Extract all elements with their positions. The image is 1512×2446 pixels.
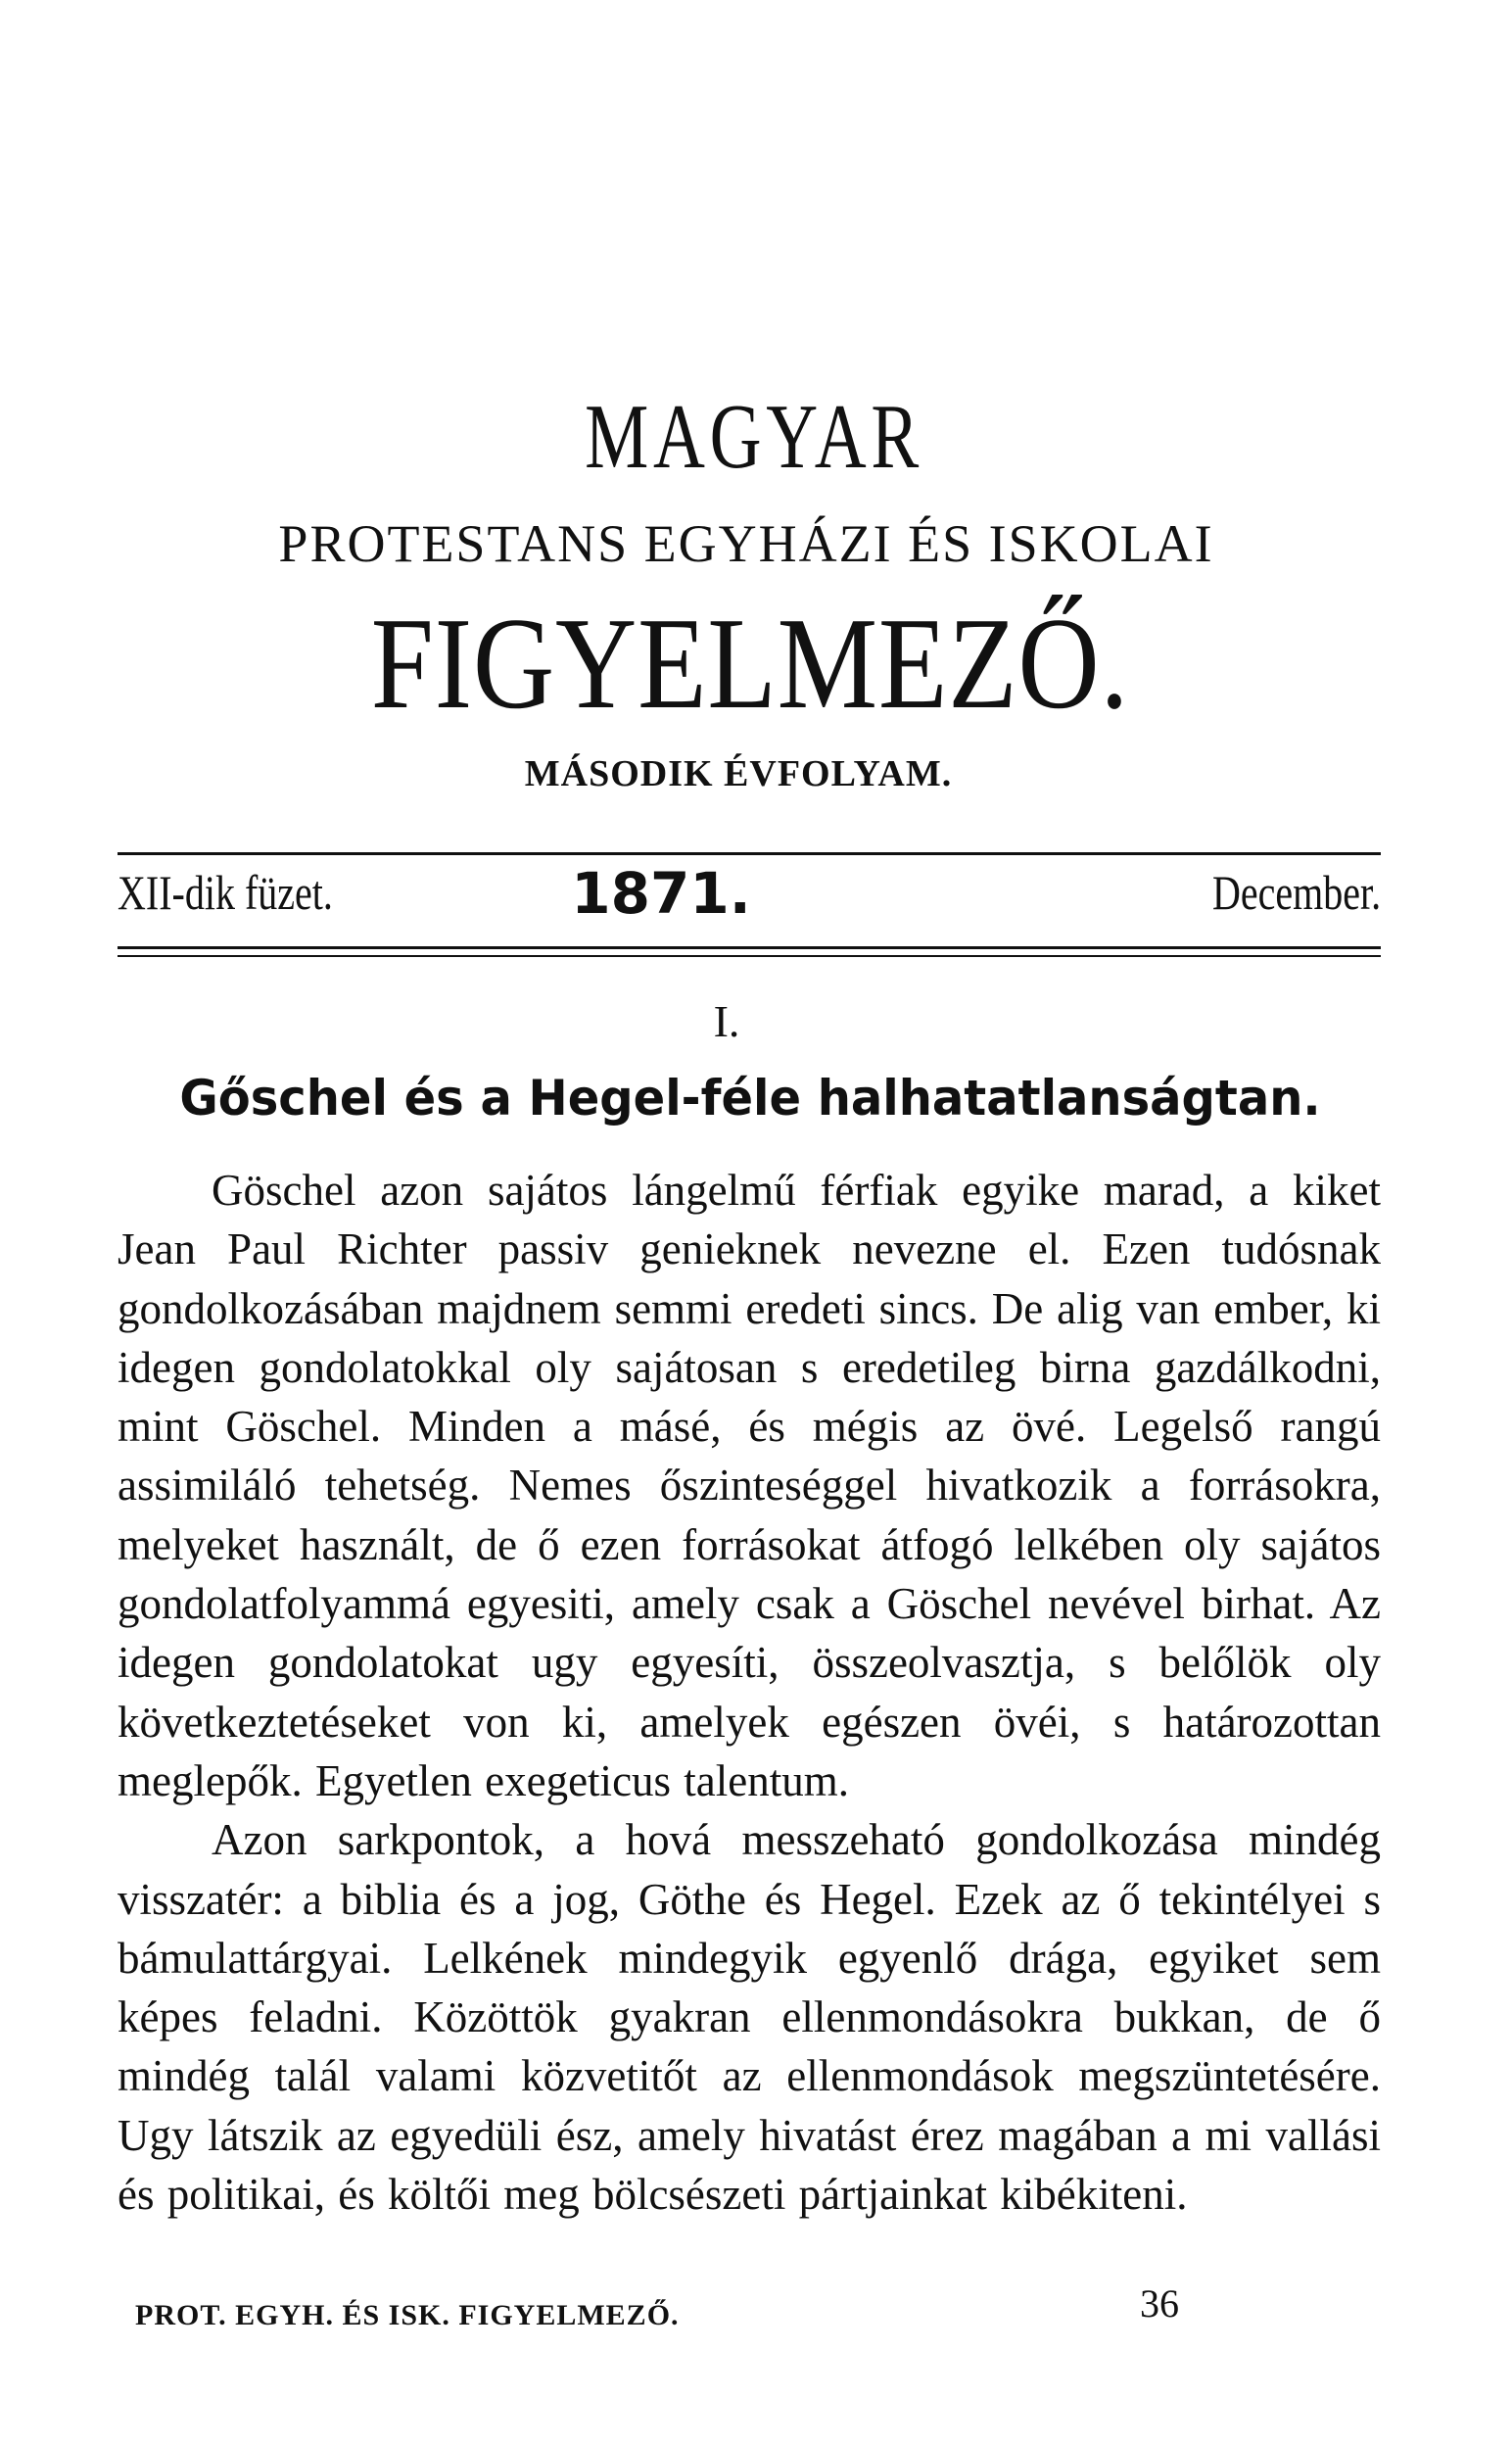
issue-info-row xyxy=(118,860,1381,933)
paragraph: Azon sarkpontok, a hová messzeható gondolkozása mindég visszatér: a biblia és a jog, Göthe és Hegel. Ezek az ő tekintélyei s bámulattárgyai. Lelkének mindegyik egyenlő drága, egyiket sem képes feladni. Közöttök gyakran ellenmondásokra bukkan, de ő mindég talál valami közvetitőt az ellenmondások megszüntetésére. Ugy látszik az egyedüli ész, amely hivatást érez magában a mi vallási és politikai, és költői meg bölcsészeti pártjainkat kibékiteni. xyxy=(118,1815,1381,2220)
masthead-magyar: MAGYAR xyxy=(585,386,923,488)
masthead-volume: MÁSODIK ÉVFOLYAM. xyxy=(524,753,953,794)
paragraph: Göschel azon sajátos lángelmű férfiak egyike marad, a kiket Jean Paul Richter passiv genieknek nevezne el. Ezen tudósnak gondolkozásában majdnem semmi eredeti sincs. De alig van ember, ki idegen gondolatokkal oly sajátosan s eredetileg birna gazdálkodni, mint Göschel. Minden a másé, és mégis az övé. Legelső rangú assimiláló tehetség. Nemes őszinteséggel hivatkozik a forrásokra, melyeket használt, de ő ezen forrásokat átfogó lelkében oly sajátos gondolatfolyammá egyesiti, amely csak a Göschel nevével birhat. Az idegen gondolatokat ugy egyesíti, összeolvasztja, s belőlök oly következtetéseket von ki, amelyek egészen övéi, s határozottan meglepők. Egyetlen exegeticus talentum. xyxy=(118,1166,1381,1805)
top-rule xyxy=(118,852,1381,855)
section-numeral: I. xyxy=(713,996,740,1046)
article-title: Gőschel és a Hegel-féle halhatatlanságtan. xyxy=(179,1070,1321,1127)
issue-year: 1871. xyxy=(571,860,751,927)
masthead-subtitle: PROTESTANS EGYHÁZI ÉS ISKOLAI xyxy=(278,514,1214,573)
issue-number: XII-dik füzet. xyxy=(118,865,333,920)
double-rule-lower xyxy=(118,955,1381,957)
article-body xyxy=(118,1161,1381,2224)
masthead-journal-title: FIGYELMEZŐ. xyxy=(370,591,1130,736)
double-rule-upper xyxy=(118,946,1381,949)
issue-month: December. xyxy=(1211,865,1381,920)
page-number: 36 xyxy=(1140,2281,1179,2326)
footer-signature: PROT. EGYH. ÉS ISK. FIGYELMEZŐ. xyxy=(135,2299,680,2331)
